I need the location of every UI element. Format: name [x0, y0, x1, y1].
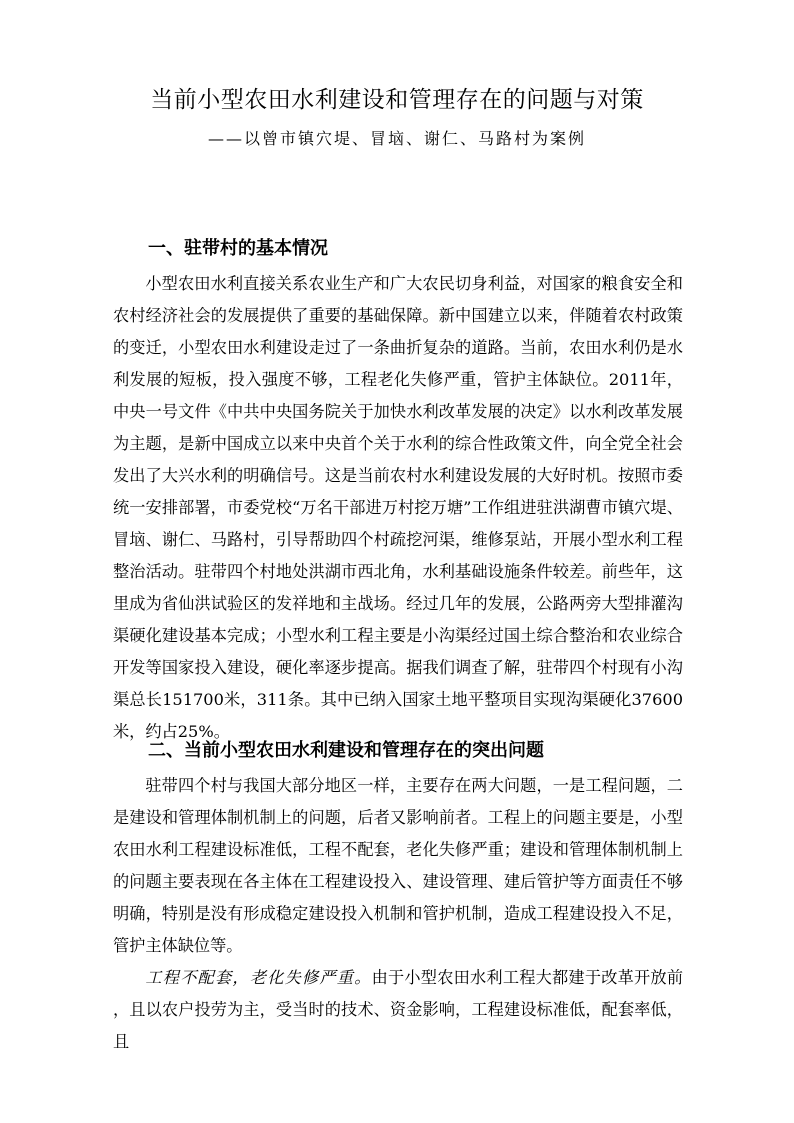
subsection-text: 由于小型农田水利工程大都建于改革开放前，且以农户投劳为主，受当时的技术、资金影响，工程建设标准低，配套率低，且 [113, 968, 684, 1051]
document-subtitle: ——以曾市镇穴堤、冒垴、谢仁、马路村为案例 [207, 129, 586, 148]
section-heading-problems: 二、当前小型农田水利建设和管理存在的突出问题 [148, 740, 544, 761]
paragraph-engineering-problem [113, 962, 683, 1058]
paragraph-basic-situation: 小型农田水利直接关系农业生产和广大农民切身利益，对国家的粮食安全和农村经济社会的发展提供了重要的基础保障。新中国建立以来，伴随着农村政策的变迁，小型农田水利建设走过了一条曲折复杂的道路。当前，农田水利仍是水利发展的短板，投入强度不够，工程老化失修严重，管护主体缺位。2011年，中央一号文件《中共中央国务院关于加快水利改革发展的决定》以水利改革发展为主题，是新中国成立以来中央首个关于水利的综合性政策文件，向全党全社会发出了大兴水利的明确信号。这是当前农村水利建设发展的大好时机。按照市委统一安排部署，市委党校“万名干部进万村挖万塘”工作组进驻洪湖曹市镇穴堤、冒垴、谢仁、马路村，引导帮助四个村疏挖河渠，维修泵站，开展小型水利工程整治活动。驻带四个村地处洪湖市西北角，水利基础设施条件较差。前些年，这里成为省仙洪试验区的发祥地和主战场。经过几年的发展，公路两旁大型排灌沟渠硬化建设基本完成；小型水利工程主要是小沟渠经过国土综合整治和农业综合开发等国家投入建设，硬化率逐步提高。据我们调查了解，驻带四个村现有小沟渠总长151700米，311条。其中已纳入国家土地平整项目实现沟渠硬化37600米，约占25%。 [113, 274, 683, 741]
section-heading-basic-situation: 一、驻带村的基本情况 [148, 238, 328, 259]
paragraph-problems-overview: 驻带四个村与我国大部分地区一样，主要存在两大问题，一是工程问题，二是建设和管理体制机制上的问题，后者又影响前者。工程上的问题主要是，小型农田水利工程建设标准低，工程不配套，老化失修严重；建设和管理体制机制上的问题主要表现在各主体在工程建设投入、建设管理、建后管护等方面责任不够明确，特别是没有形成稳定建设投入机制和管护机制，造成工程建设投入不足，管护主体缺位等。 [113, 776, 683, 955]
document-title: 当前小型农田水利建设和管理存在的问题与对策 [150, 87, 644, 113]
subsection-lead: 工程不配套，老化失修严重。 [145, 968, 372, 987]
